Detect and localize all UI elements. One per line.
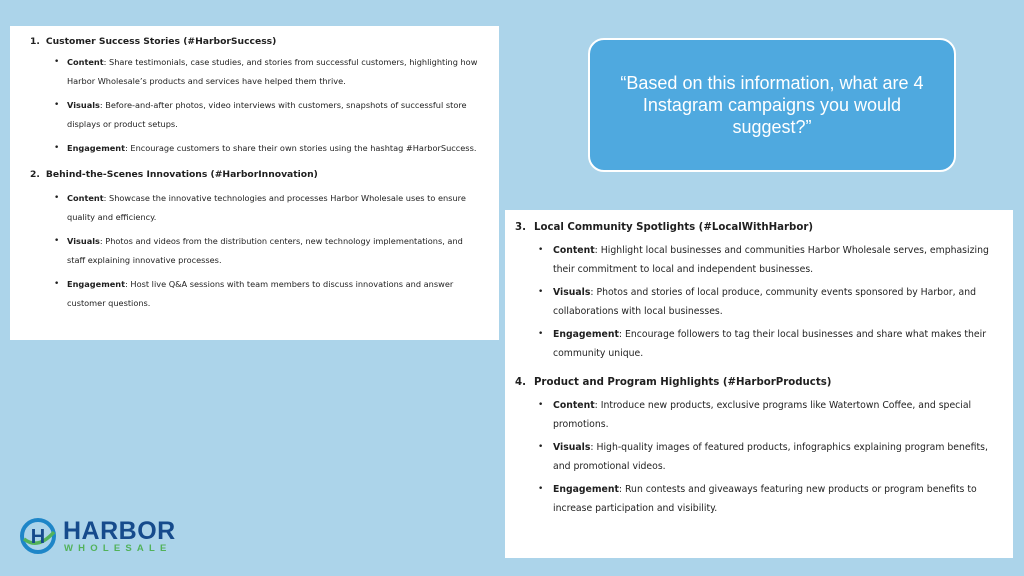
campaigns-panel-right	[505, 210, 1013, 558]
harbor-logo-mark-icon	[18, 516, 58, 556]
bullet-text: : Highlight local businesses and communities Harbor Wholesale serves, emphasizing their commitment to local and independent businesses.	[553, 245, 989, 275]
bullet-dot-icon: •	[54, 279, 60, 289]
bullet-dot-icon: •	[538, 245, 544, 255]
bullet-content	[30, 53, 481, 91]
bullet-text: : Photos and videos from the distribution centers, new technology implementations, and staff explaining innovative processes.	[67, 236, 463, 265]
bullet-dot-icon: •	[538, 442, 544, 452]
bullet-text: : Before-and-after photos, video interviews with customers, snapshots of successful store displays or product setups.	[67, 100, 467, 129]
bullet-engagement	[515, 480, 995, 518]
bullet-dot-icon: •	[538, 329, 544, 339]
campaign-section	[515, 221, 995, 363]
bullet-dot-icon: •	[54, 100, 60, 110]
campaign-number: 3.	[515, 222, 526, 233]
bullet-dot-icon: •	[54, 193, 60, 203]
campaign-section	[515, 376, 995, 518]
bullet-text: : Encourage followers to tag their local businesses and share what makes their community unique.	[553, 329, 987, 359]
bullet-engagement	[30, 275, 481, 313]
campaign-number: 4.	[515, 377, 526, 388]
bullet-text: : Run contests and giveaways featuring new products or program benefits to increase participation and visibility.	[553, 484, 977, 514]
question-callout	[588, 38, 956, 172]
bullet-visuals	[30, 96, 481, 134]
campaign-title	[515, 221, 995, 234]
campaign-title	[30, 169, 481, 181]
campaign-bullet-list	[30, 189, 481, 313]
bullet-text: : High-quality images of featured products, infographics explaining program benefits, and promotional videos.	[553, 442, 988, 472]
bullet-label: Engagement	[553, 484, 619, 495]
bullet-label: Visuals	[67, 100, 100, 110]
bullet-dot-icon: •	[538, 400, 544, 410]
logo-wordmark: HARBOR	[63, 517, 176, 545]
bullet-dot-icon: •	[54, 57, 60, 67]
bullet-engagement	[30, 139, 481, 158]
bullet-content	[515, 396, 995, 434]
question-text: “Based on this information, what are 4 Instagram campaigns you would suggest?”	[620, 73, 924, 137]
bullet-label: Content	[553, 245, 595, 256]
bullet-visuals	[515, 438, 995, 476]
campaign-title-text: Local Community Spotlights (#LocalWithHarbor)	[533, 222, 814, 233]
campaign-number: 1.	[30, 36, 40, 47]
bullet-text: : Encourage customers to share their own stories using the hashtag #HarborSuccess.	[125, 143, 477, 153]
bullet-label: Engagement	[67, 143, 126, 153]
bullet-text: : Showcase the innovative technologies and processes Harbor Wholesale uses to ensure quality and efficiency.	[67, 193, 466, 222]
bullet-text: : Introduce new products, exclusive programs like Watertown Coffee, and special promotions.	[553, 400, 972, 430]
campaign-bullet-list	[515, 241, 995, 363]
bullet-text: : Host live Q&A sessions with team members to discuss innovations and answer customer questions.	[67, 279, 454, 308]
logo-mark-letter: H	[30, 526, 46, 548]
campaign-title	[30, 36, 481, 48]
bullet-text: : Share testimonials, case studies, and stories from successful customers, highlighting how Harbor Wholesale’s products and services have helped them thrive.	[67, 57, 478, 86]
bullet-label: Visuals	[553, 442, 591, 453]
bullet-label: Engagement	[67, 279, 126, 289]
bullet-text: : Photos and stories of local produce, community events sponsored by Harbor, and collaborations with local businesses.	[553, 287, 976, 317]
campaign-title-text: Behind-the-Scenes Innovations (#HarborInnovation)	[45, 169, 318, 180]
campaign-bullet-list	[30, 53, 481, 158]
campaign-section	[30, 36, 481, 158]
bullet-dot-icon: •	[538, 484, 544, 494]
bullet-label: Visuals	[553, 287, 591, 298]
bullet-dot-icon: •	[54, 236, 60, 246]
bullet-label: Visuals	[67, 236, 100, 246]
campaign-title	[515, 376, 995, 389]
bullet-content	[30, 189, 481, 227]
logo-subtitle: WHOLESALE	[64, 543, 172, 554]
bullet-dot-icon: •	[54, 143, 60, 153]
campaign-number: 2.	[30, 169, 40, 180]
bullet-label: Content	[553, 400, 595, 411]
campaign-title-text: Product and Program Highlights (#HarborProducts)	[533, 377, 832, 388]
bullet-label: Content	[67, 57, 104, 67]
bullet-content	[515, 241, 995, 279]
bullet-engagement	[515, 325, 995, 363]
campaign-bullet-list	[515, 396, 995, 518]
campaign-section	[30, 169, 481, 313]
bullet-label: Content	[67, 193, 104, 203]
bullet-label: Engagement	[553, 329, 619, 340]
bullet-dot-icon: •	[538, 287, 544, 297]
bullet-visuals	[30, 232, 481, 270]
campaign-title-text: Customer Success Stories (#HarborSuccess)	[45, 36, 277, 47]
harbor-wholesale-logo	[18, 516, 178, 562]
campaigns-panel-left	[10, 26, 499, 340]
bullet-visuals	[515, 283, 995, 321]
